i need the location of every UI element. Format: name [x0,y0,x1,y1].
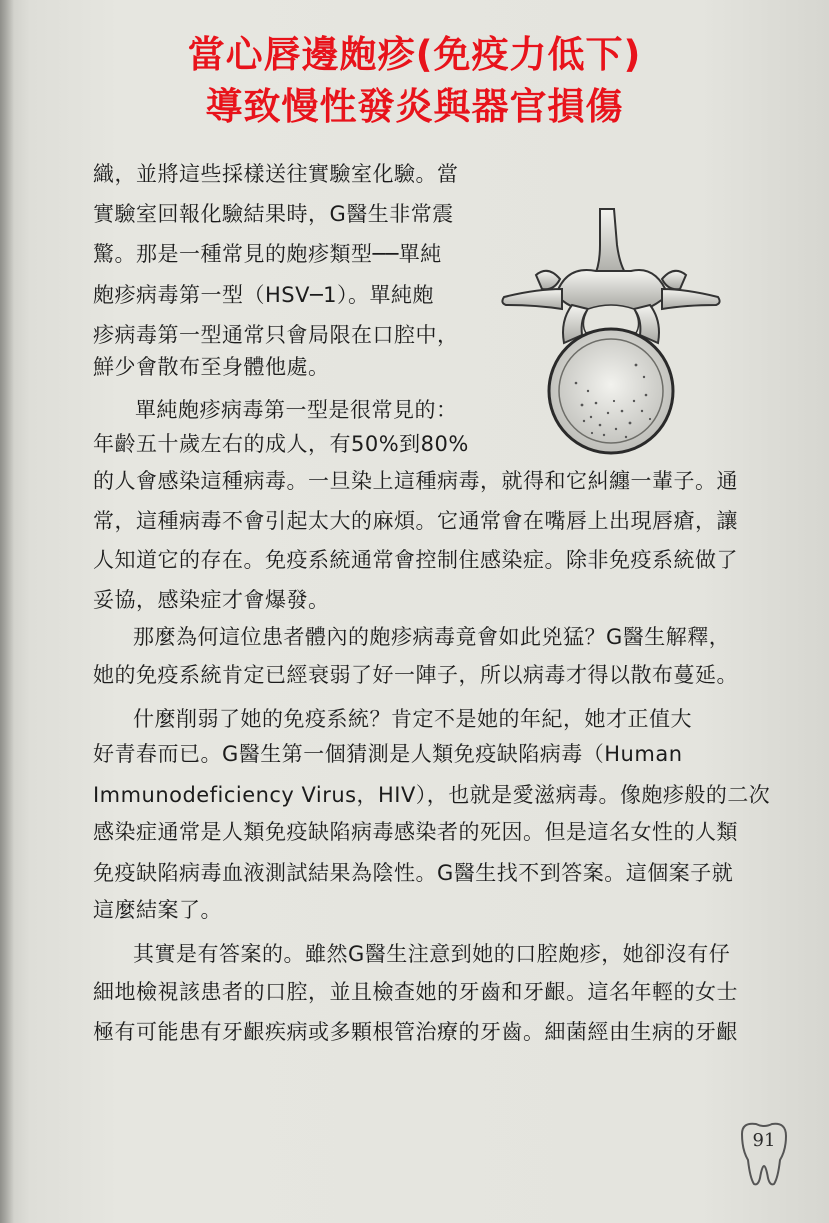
body-line: 織，並將這些採樣送往實驗室化驗。當 [93,162,459,186]
page-gutter-shadow [0,0,14,1223]
body-line: 皰疹病毒第一型（HSV─1）。單純皰 [93,283,434,307]
body-line: 單純皰疹病毒第一型是很常見的： [135,398,458,422]
body-line: 驚。那是一種常見的皰疹類型──單純 [93,242,442,266]
body-line: 她的免疫系統肯定已經衰弱了好一陣子，所以病毒才得以散布蔓延。 [93,663,738,687]
body-line: 人知道它的存在。免疫系統通常會控制住感染症。除非免疫系統做了 [93,548,738,572]
body-line: 那麼為何這位患者體內的皰疹病毒竟會如此兇猛？G醫生解釋， [133,625,731,649]
body-line: 感染症通常是人類免疫缺陷病毒感染者的死因。但是這名女性的人類 [93,820,738,844]
body-line: 好青春而已。G醫生第一個猜測是人類免疫缺陷病毒（Human [93,742,683,766]
body-line: 什麼削弱了她的免疫系統？肯定不是她的年紀，她才正值大 [133,707,692,731]
body-line: 細地檢視該患者的口腔，並且檢查她的牙齒和牙齦。這名年輕的女士 [93,980,738,1004]
page-title-line-2: 導致慢性發炎與器官損傷 [205,85,624,128]
page-number-badge [734,1120,794,1190]
body-line: 常，這種病毒不會引起太大的麻煩。它通常會在嘴唇上出現唇瘡，讓 [93,509,738,533]
body-line: 妥協，感染症才會爆發。 [93,588,330,612]
body-line: Immunodeficiency Virus，HIV），也就是愛滋病毒。像皰疹般的二次 [93,783,771,807]
body-line: 鮮少會散布至身體他處。 [93,355,330,379]
body-line: 疹病毒第一型通常只會局限在口腔中， [93,323,459,347]
body-line: 其實是有答案的。雖然G醫生注意到她的口腔皰疹，她卻沒有仔 [133,942,731,966]
page-number: 91 [752,1130,776,1151]
body-line: 實驗室回報化驗結果時，G醫生非常震 [93,202,454,226]
page-title-line-1: 當心唇邊皰疹(免疫力低下) [187,33,642,76]
body-line: 的人會感染這種病毒。一旦染上這種病毒，就得和它糾纏一輩子。通 [93,469,738,493]
body-line: 年齡五十歲左右的成人，有50%到80% [93,432,469,456]
vertebra-illustration [496,205,726,465]
body-line: 極有可能患有牙齦疾病或多顆根管治療的牙齒。細菌經由生病的牙齦 [93,1020,738,1044]
body-line: 這麼結案了。 [93,898,222,922]
body-line: 免疫缺陷病毒血液測試結果為陰性。G醫生找不到答案。這個案子就 [93,861,734,885]
